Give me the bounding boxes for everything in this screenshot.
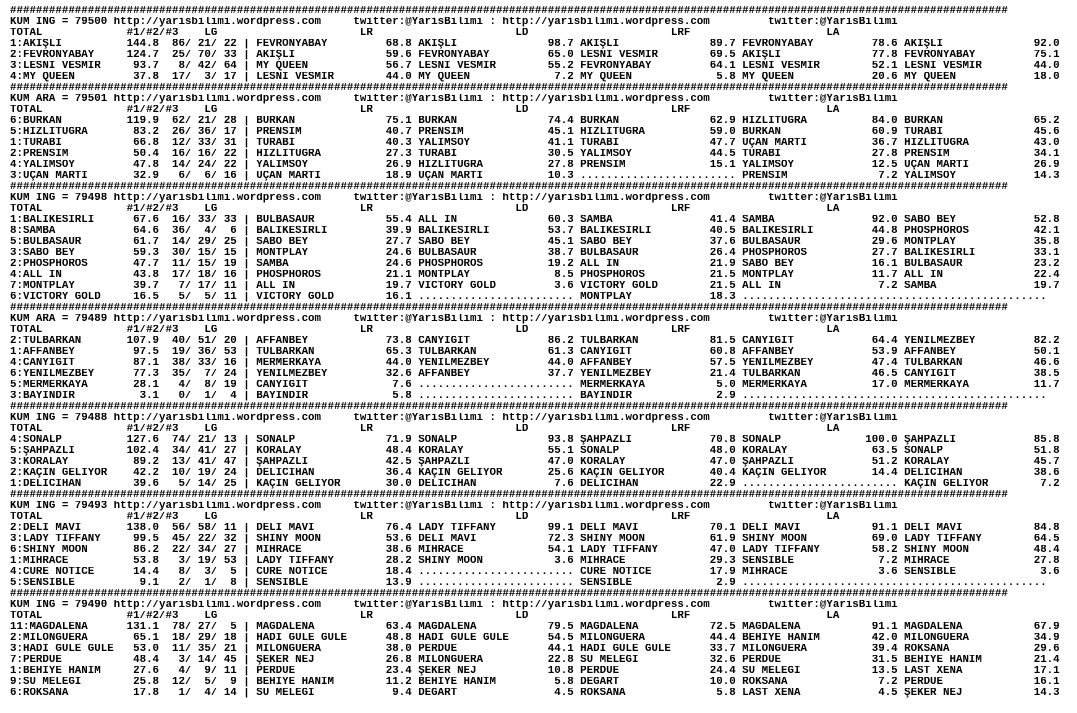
result-row: 4:YALIMSOY 47.8 14/ 24/ 22 | YALIMSOY 26.9 HIZLITUĞRA 27.8 PRENSİM 15.1 YALIMSOY 12.5 UÇAN MARTI 26.9 <box>10 160 1060 171</box>
column-header-line: TOTAL #1/#2/#3 LG LR LD LRF LA <box>10 424 840 435</box>
result-row: 3:UÇAN MARTI 32.9 6/ 6/ 16 | UÇAN MARTI 18.9 UÇAN MARTI 10.3 ........................ PRENSİM 7.2 YALIMSOY 14.3 <box>10 171 1060 182</box>
result-row: 5:MERMERKAYA 28.1 4/ 8/ 19 | CANYİĞİT 7.6 ........................ MERMERKAYA 5.0 MERMERKAYA 17.0 MERMERKAYA 11.7 <box>10 380 1060 391</box>
result-row: 3:LESNİ VESMİR 93.7 8/ 42/ 64 | MY QUEEN 56.7 LESNİ VESMİR 55.2 FEVRONYABAY 64.1 LESNİ VESMİR 52.1 LESNİ VESMİR 44.0 <box>10 61 1060 72</box>
result-row: 5:SENSIBLE 9.1 2/ 1/ 8 | SENSIBLE 13.9 ........................ SENSIBLE 2.9 ............................................... <box>10 578 1047 589</box>
column-header-line: TOTAL #1/#2/#3 LG LR LD LRF LA <box>10 512 840 523</box>
result-row: 4:ALL IN 43.8 17/ 18/ 16 | PHOSPHOROS 21.1 MONTPLAY 8.5 PHOSPHOROS 21.5 MONTPLAY 11.7 ALL IN 22.4 <box>10 270 1060 281</box>
result-row: 3:BAYINDIR 3.1 0/ 1/ 4 | BAYINDIR 5.8 ........................ BAYINDIR 2.9 ............................................... <box>10 391 1047 402</box>
result-row: 7:PERDUE 48.4 3/ 14/ 45 | ŞEKER NEJ 26.8 MILONGUERA 22.8 SU MELEĞİ 32.6 PERDUE 31.5 BEHİYE HANIM 21.4 <box>10 655 1060 666</box>
result-row: 6:SHINY MOON 86.2 22/ 34/ 27 | MİHRACE 38.6 MİHRACE 54.1 LADY TIFFANY 47.0 LADY TIFFANY 58.2 SHINY MOON 48.4 <box>10 545 1060 556</box>
result-row: 7:MONTPLAY 39.7 7/ 17/ 11 | ALL IN 19.7 VICTORY GOLD 3.6 VICTORY GOLD 21.5 ALL IN 7.2 SAMBA 19.7 <box>10 281 1060 292</box>
result-row: 6:YENİLMEZBEY 77.3 35/ 7/ 24 | YENİLMEZBEY 32.6 AFFANBEY 37.7 YENİLMEZBEY 21.4 TULBARKAN 46.5 CANYİĞİT 38.5 <box>10 369 1060 380</box>
result-row: 4:CANYİĞİT 87.1 38/ 33/ 16 | MERMERKAYA 44.0 YENİLMEZBEY 44.0 AFFANBEY 57.5 YENİLMEZBEY 47.4 TULBARKAN 46.6 <box>10 358 1060 369</box>
result-row: 1:AKIŞLI 144.8 86/ 21/ 22 | FEVRONYABAY 68.8 AKIŞLI 98.7 AKIŞLI 89.7 FEVRONYABAY 78.6 AKIŞLI 92.0 <box>10 39 1060 50</box>
result-row: 1:TURABİ 66.8 12/ 33/ 31 | TURABİ 40.3 YALIMSOY 41.1 TURABİ 47.7 UÇAN MARTI 36.7 HIZLITUĞRA 43.0 <box>10 138 1060 149</box>
result-row: 6:BÜRKAN 119.9 62/ 21/ 28 | BÜRKAN 75.1 BÜRKAN 74.4 BÜRKAN 62.9 HIZLITUĞRA 84.0 BÜRKAN 65.2 <box>10 116 1060 127</box>
result-row: 2:TULBARKAN 107.9 40/ 51/ 20 | AFFANBEY 73.8 CANYİĞİT 86.2 TULBARKAN 81.5 CANYİĞİT 64.4 YENİLMEZBEY 82.2 <box>10 336 1060 347</box>
result-row: 6:VICTORY GOLD 16.5 5/ 5/ 11 | VICTORY GOLD 16.1 ........................ MONTPLAY 18.3 ............................................... <box>10 292 1047 303</box>
separator-line: ########################################################################################################################################################## <box>10 402 1008 413</box>
separator-line: ########################################################################################################################################################## <box>10 182 1008 193</box>
column-header-line: TOTAL #1/#2/#3 LG LR LD LRF LA <box>10 105 840 116</box>
result-row: 1:MİHRACE 53.8 3/ 19/ 53 | LADY TIFFANY 28.2 SHINY MOON 3.6 MİHRACE 29.3 SENSIBLE 7.2 MİHRACE 27.8 <box>10 556 1060 567</box>
result-row: 11:MAGDALENA 131.1 78/ 27/ 5 | MAGDALENA 63.4 MAGDALENA 79.5 MAGDALENA 72.5 MAGDALENA 91.1 MAGDALENA 67.9 <box>10 622 1060 633</box>
result-row: 5:ŞAHPAZLI 102.4 34/ 41/ 27 | KORALAY 48.4 KORALAY 55.1 SONALP 48.0 KORALAY 63.5 SONALP 51.8 <box>10 446 1060 457</box>
separator-line: ########################################################################################################################################################## <box>10 83 1008 94</box>
separator-line: ########################################################################################################################################################## <box>10 303 1008 314</box>
result-row: 1:AFFANBEY 97.5 19/ 36/ 53 | TULBARKAN 65.3 TULBARKAN 61.3 CANYİĞİT 60.8 AFFANBEY 53.9 AFFANBEY 50.1 <box>10 347 1060 358</box>
result-row: 3:HADİ GÜLE GÜLE 53.0 11/ 35/ 21 | MILONGUERA 38.0 PERDUE 44.1 HADİ GÜLE GÜLE 33.7 MILONGUERA 39.4 ROKSANA 29.6 <box>10 644 1060 655</box>
result-row: 6:ROKSANA 17.8 1/ 4/ 14 | SU MELEĞİ 9.4 DEGART 4.5 ROKSANA 5.8 LAST XENA 4.5 ŞEKER NEJ 14.3 <box>10 688 1060 699</box>
result-row: 2:FEVRONYABAY 124.7 25/ 70/ 33 | AKIŞLI 59.6 FEVRONYABAY 65.0 LESNİ VESMİR 69.5 AKIŞLI 77.8 FEVRONYABAY 75.1 <box>10 50 1060 61</box>
result-row: 2:PRENSİM 50.4 16/ 16/ 22 | HIZLITUĞRA 27.3 TURABİ 30.5 YALIMSOY 44.5 TURABİ 27.8 PRENSİM 34.1 <box>10 149 1060 160</box>
column-header-line: TOTAL #1/#2/#3 LG LR LD LRF LA <box>10 204 840 215</box>
result-row: 8:SAMBA 64.6 36/ 4/ 6 | BALIKESİRLİ 39.9 BALIKESİRLİ 53.7 BALIKESİRLİ 40.5 BALIKESİRLİ 44.8 PHOSPHOROS 42.1 <box>10 226 1060 237</box>
separator-line: ########################################################################################################################################################## <box>10 490 1008 501</box>
result-row: 1:DELİCİHAN 39.6 5/ 14/ 25 | KAÇIN GELİYOR 30.0 DELİCİHAN 7.6 DELİCİHAN 22.9 ........................ KAÇIN GELİYOR 7.2 <box>10 479 1060 490</box>
result-row: 3:LADY TIFFANY 99.5 45/ 22/ 32 | SHINY MOON 53.6 DELİ MAVİ 72.3 SHINY MOON 61.9 SHINY MOON 69.0 LADY TIFFANY 64.5 <box>10 534 1060 545</box>
result-row: 2:KAÇIN GELİYOR 42.2 10/ 19/ 24 | DELİCİHAN 36.4 KAÇIN GELİYOR 25.6 KAÇIN GELİYOR 40.4 KAÇIN GELİYOR 14.4 DELİCİHAN 38.6 <box>10 468 1060 479</box>
race-header-line: KUM ING = 79490 http://yarisbilimi.wordpress.com twitter:@YarisBilimi : http://yarisbilimi.wordpress.com twitter:@YarisBilimi <box>10 600 898 611</box>
result-row: 4:CURE NOTICE 14.4 8/ 3/ 5 | CURE NOTICE 18.4 ........................ CURE NOTICE 17.9 MİHRACE 3.6 SENSIBLE 3.6 <box>10 567 1060 578</box>
race-header-line: KUM ING = 79500 http://yarisbilimi.wordpress.com twitter:@YarisBilimi : http://yarisbilimi.wordpress.com twitter:@YarisBilimi <box>10 17 898 28</box>
separator-line: ########################################################################################################################################################## <box>10 589 1008 600</box>
result-row: 1:BEHİYE HANIM 27.6 4/ 9/ 11 | PERDUE 23.4 ŞEKER NEJ 10.8 PERDUE 24.4 SU MELEĞİ 13.5 LAST XENA 17.1 <box>10 666 1060 677</box>
race-header-line: KUM ARA = 79489 http://yarisbilimi.wordpress.com twitter:@YarisBilimi : http://yarisbilimi.wordpress.com twitter:@YarisBilimi <box>10 314 898 325</box>
race-header-line: KUM ARA = 79501 http://yarisbilimi.wordpress.com twitter:@YarisBilimi : http://yarisbilimi.wordpress.com twitter:@YarisBilimi <box>10 94 898 105</box>
result-row: 4:MY QUEEN 37.8 17/ 3/ 17 | LESNİ VESMİR 44.0 MY QUEEN 7.2 MY QUEEN 5.8 MY QUEEN 20.6 MY QUEEN 18.0 <box>10 72 1060 83</box>
result-row: 1:BALIKESİRLİ 67.6 16/ 33/ 33 | BULBASAUR 55.4 ALL IN 60.3 SAMBA 41.4 SAMBA 92.0 SABO BEY 52.8 <box>10 215 1060 226</box>
column-header-line: TOTAL #1/#2/#3 LG LR LD LRF LA <box>10 325 840 336</box>
race-header-line: KUM ING = 79498 http://yarisbilimi.wordpress.com twitter:@YarisBilimi : http://yarisbilimi.wordpress.com twitter:@YarisBilimi <box>10 193 898 204</box>
column-header-line: TOTAL #1/#2/#3 LG LR LD LRF LA <box>10 611 840 622</box>
result-row: 5:BULBASAUR 61.7 14/ 29/ 25 | SABO BEY 27.7 SABO BEY 45.1 SABO BEY 37.6 BULBASAUR 29.6 MONTPLAY 35.8 <box>10 237 1060 248</box>
result-row: 9:SU MELEĞİ 25.8 12/ 5/ 9 | BEHİYE HANIM 11.2 BEHİYE HANIM 5.8 DEGART 10.0 ROKSANA 7.2 PERDUE 16.1 <box>10 677 1060 688</box>
race-header-line: KUM ING = 79488 http://yarisbilimi.wordpress.com twitter:@YarisBilimi : http://yarisbilimi.wordpress.com twitter:@YarisBilimi <box>10 413 898 424</box>
result-row: 3:SABO BEY 59.3 30/ 15/ 15 | MONTPLAY 24.6 BULBASAUR 38.7 BULBASAUR 26.4 PHOSPHOROS 27.7 BALIKESİRLİ 33.1 <box>10 248 1060 259</box>
race-header-line: KUM ING = 79493 http://yarisbilimi.wordpress.com twitter:@YarisBilimi : http://yarisbilimi.wordpress.com twitter:@YarisBilimi <box>10 501 898 512</box>
column-header-line: TOTAL #1/#2/#3 LG LR LD LRF LA <box>10 28 840 39</box>
result-row: 4:SONALP 127.6 74/ 21/ 13 | SONALP 71.9 SONALP 93.8 ŞAHPAZLI 70.8 SONALP 100.0 ŞAHPAZLI 85.8 <box>10 435 1060 446</box>
result-row: 2:DELİ MAVİ 138.0 56/ 58/ 11 | DELİ MAVİ 76.4 LADY TIFFANY 99.1 DELİ MAVİ 70.1 DELİ MAVİ 91.1 DELİ MAVİ 84.8 <box>10 523 1060 534</box>
separator-line: ########################################################################################################################################################## <box>10 6 1008 17</box>
result-row: 2:PHOSPHOROS 47.7 11/ 15/ 19 | SAMBA 24.6 PHOSPHOROS 19.2 ALL IN 21.9 SABO BEY 16.1 BULBASAUR 23.2 <box>10 259 1060 270</box>
result-row: 5:HIZLITUĞRA 83.2 26/ 36/ 17 | PRENSİM 40.7 PRENSİM 45.1 HIZLITUĞRA 59.0 BÜRKAN 60.9 TURABİ 45.6 <box>10 127 1060 138</box>
result-row: 3:KORALAY 89.2 13/ 41/ 47 | ŞAHPAZLI 42.5 ŞAHPAZLI 47.0 KORALAY 47.0 ŞAHPAZLI 51.2 KORALAY 45.7 <box>10 457 1060 468</box>
result-row: 2:MILONGUERA 65.1 18/ 29/ 18 | HADİ GÜLE GÜLE 48.8 HADİ GÜLE GÜLE 54.5 MILONGUERA 44.4 BEHİYE HANIM 42.0 MILONGUERA 34.9 <box>10 633 1060 644</box>
